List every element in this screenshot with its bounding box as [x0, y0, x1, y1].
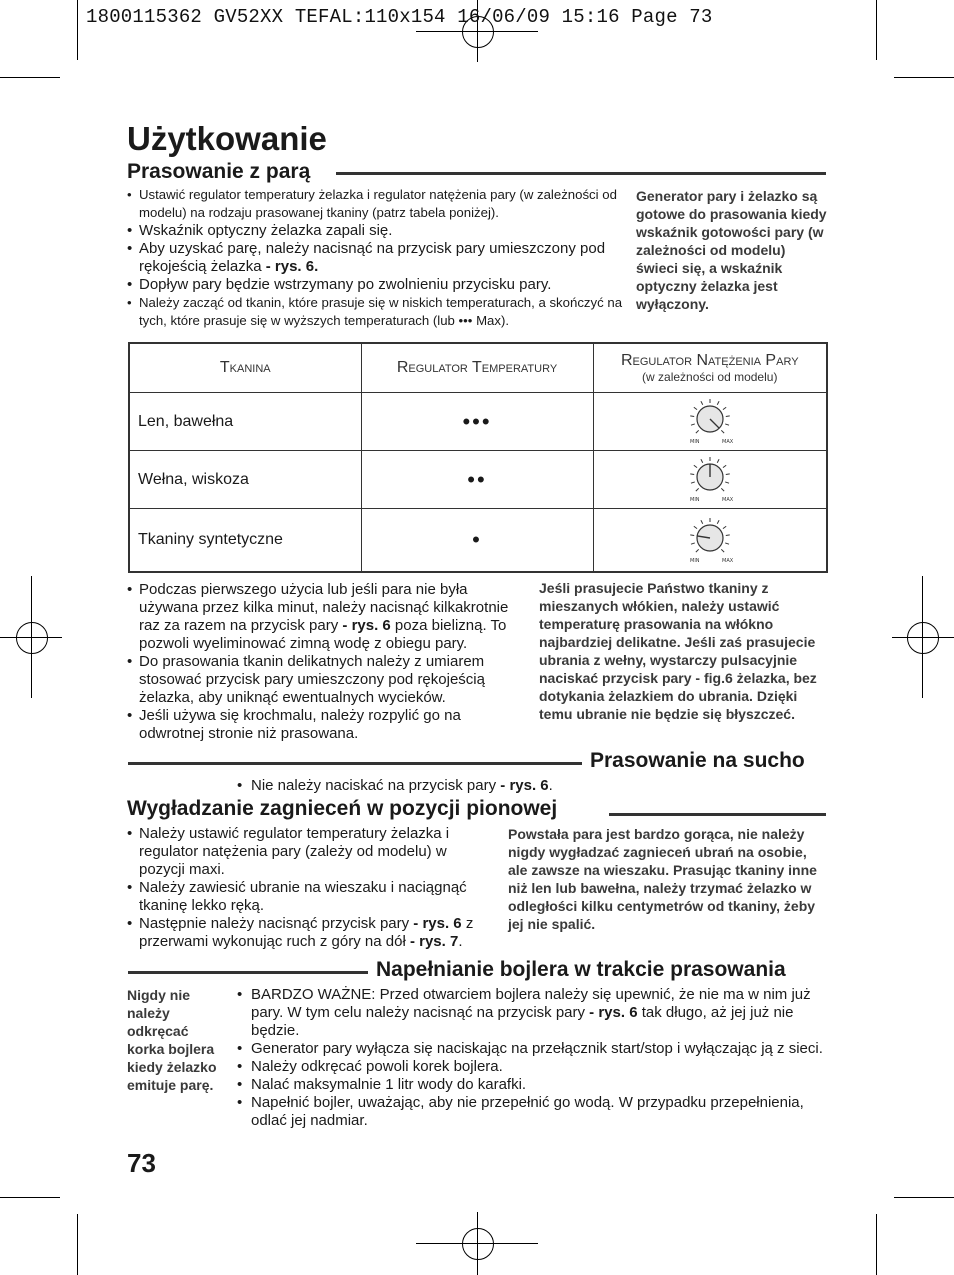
dial-tick — [721, 549, 724, 552]
dial-tick — [691, 482, 695, 483]
crop-mark-top-right-v — [876, 0, 877, 60]
page-number: 73 — [127, 1148, 156, 1178]
dial-tick — [717, 520, 719, 524]
column-header-steam — [593, 343, 827, 393]
list-item: • Należy zawiesić ubranie na wieszaku i naciągnąć tkaninę lekko ręką. — [127, 879, 491, 915]
dial-tick — [721, 430, 724, 433]
steam-dial-cell — [593, 451, 827, 509]
side-note-hot-steam: Powstała para jest bardzo gorąca, nie należy nigdy wygładzać zagnieceń ubrań na osobie, ale zawsze na wieszaku. Prasując tkaniny inne niż len lub bawełna, należy trzymać żelazko w odległości kilku centymetrów od tkaniny, żeby jej nie spalić. — [508, 826, 817, 932]
dial-tick — [694, 466, 697, 468]
dial-tick — [690, 535, 694, 536]
dial-tick — [691, 543, 695, 544]
section-heading-vertical-steaming: Wygładzanie zagnieceń w pozycji pionowej — [127, 797, 558, 820]
dial-tick — [726, 416, 730, 417]
steam-ironing-list — [127, 186, 631, 330]
section-rule-steam-ironing — [336, 172, 826, 175]
dial-tick — [723, 407, 726, 409]
list-item: • Należy odkręcać powoli korek bojlera. — [237, 1058, 827, 1076]
side-note-boiler-cap: Nigdy nie należy odkręcać korka bojlera kiedy żelazko emituje parę. — [127, 987, 217, 1093]
list-item: • Jeśli używa się krochmalu, należy rozpylić go na odwrotnej stronie niż prasowana. — [127, 707, 527, 743]
list-item: • Generator pary wyłącza się naciskając na przełącznik start/stop i wyłączając ją z sieci. — [237, 1040, 827, 1058]
list-item: • Do prasowania tkanin delikatnych należy z umiarem stosować przycisk pary umieszczony pod rękojeścią żelazka, aby uniknąć ewentualnych wycieków. — [127, 653, 527, 707]
list-item: • Nalać maksymalnie 1 litr wody do karafki. — [237, 1076, 827, 1094]
section-rule-vertical-steaming — [609, 813, 826, 816]
page-title: Użytkowanie — [127, 120, 327, 157]
column-header-fabric: Tkanina — [129, 343, 361, 393]
dial-tick — [690, 474, 694, 475]
steam-tips-list — [127, 581, 527, 743]
steam-dial-icon — [680, 512, 740, 564]
fabric-name: Wełna, wiskoza — [129, 451, 361, 509]
dial-max-label: MAX — [721, 557, 733, 564]
dial-tick — [726, 474, 730, 475]
section-heading-boiler-refill: Napełnianie bojlera w trakcie prasowania — [376, 958, 786, 981]
fabric-name: Tkaniny syntetyczne — [129, 509, 361, 572]
crop-mark-bottom-right-h — [894, 1197, 954, 1198]
section-heading-dry-ironing: Prasowanie na sucho — [590, 749, 805, 772]
figure-reference: - rys. 6 — [496, 777, 549, 794]
list-item: • Należy zacząć od tkanin, które prasuje się w niskich temperaturach, a skończyć na tych, które prasuje się w wyższych temperaturach (lub ••• Max). — [127, 294, 631, 330]
section-rule-boiler-refill — [128, 971, 368, 974]
dial-tick — [717, 401, 719, 405]
table-row — [129, 509, 827, 572]
section-heading-steam-ironing: Prasowanie z parą — [127, 160, 311, 183]
section-rule-dry-ironing — [128, 762, 582, 765]
dial-max-label: MAX — [721, 497, 733, 504]
dial-tick — [701, 459, 703, 463]
dial-tick — [717, 459, 719, 463]
steam-dial-cell — [593, 509, 827, 572]
list-item: • Wskaźnik optyczny żelazka zapali się. — [127, 222, 631, 240]
crop-mark-bottom-left-v — [77, 1214, 78, 1275]
dial-tick — [725, 543, 729, 544]
dial-tick — [696, 549, 699, 552]
dial-tick — [725, 424, 729, 425]
figure-reference: - rys. 6 — [338, 617, 391, 634]
fabric-settings-table — [128, 342, 828, 573]
dial-tick — [694, 407, 697, 409]
list-item: • Aby uzyskać parę, należy nacisnąć na przycisk pary umieszczony pod rękojeścią żelazka - rys. 6. — [127, 240, 631, 276]
dial-tick — [726, 535, 730, 536]
dial-tick — [696, 430, 699, 433]
dial-tick — [691, 424, 695, 425]
steam-dial-icon — [680, 393, 740, 445]
temperature-dots: • — [361, 509, 593, 572]
list-item: • Dopływ pary będzie wstrzymany po zwolnieniu przycisku pary. — [127, 276, 631, 294]
dial-tick — [696, 489, 699, 492]
dial-tick — [725, 482, 729, 483]
column-header-steam-label: Regulator Natężenia Pary — [620, 352, 799, 370]
dial-tick — [701, 401, 703, 405]
dial-min-label: MIN — [689, 497, 700, 504]
dial-max-label: MAX — [721, 439, 733, 446]
list-item: • Nie należy naciskać na przycisk pary - rys. 6. — [237, 777, 757, 795]
dial-tick — [690, 416, 694, 417]
column-header-temperature: Regulator Temperatury — [361, 343, 593, 393]
list-item: • Ustawić regulator temperatury żelazka i regulator natężenia pary (w zależności od modelu) na rodzaju prasowanej tkaniny (patrz tabela poniżej). — [127, 186, 631, 222]
dial-tick — [694, 526, 697, 528]
list-item: • Podczas pierwszego użycia lub jeśli para nie była używana przez kilka minut, należy nacisnąć kilkakrotnie raz za razem na przycisk pary - rys. 6 poza bielizną. To pozwoli wyeliminować zimną wodę z obiegu pary. — [127, 581, 527, 653]
fabric-name: Len, bawełna — [129, 393, 361, 451]
steam-dial-cell — [593, 393, 827, 451]
crop-mark-bottom-right-v — [876, 1214, 877, 1275]
steam-dial-icon — [680, 451, 740, 503]
list-item: • BARDZO WAŻNE: Przed otwarciem bojlera należy się upewnić, że nie ma w nim już pary. W tym celu należy nacisnąć na przycisk pary - rys. 6 tak długo, aż jej już nie będzie. — [237, 986, 827, 1040]
dial-min-label: MIN — [689, 557, 700, 564]
side-note-mixed-fabrics: Jeśli prasujecie Państwo tkaniny z mieszanych włókien, należy ustawić temperaturę prasowania na włókno najbardziej delikatne. Jeśli zaś prasujecie ubrania z wełny, wystarczy pulsacyjnie naciskać przycisk pary - fig.6 żelazka, bez dotykania żelazkiem do ubrania. Dzięki temu ubranie nie będzie się błyszczeć. — [539, 580, 817, 722]
crop-mark-bottom-left-h — [0, 1197, 60, 1198]
list-item: • Należy ustawić regulator temperatury żelazka i regulator natężenia pary (zależy od modelu) w pozycji maxi. — [127, 825, 491, 879]
dial-tick — [721, 489, 724, 492]
crop-mark-top-right-h — [894, 77, 954, 78]
print-slug: 1800115362 GV52XX TEFAL:110x154 16/06/09 15:16 Page 73 — [86, 6, 713, 28]
temperature-dots: ••• — [361, 393, 593, 451]
vertical-steaming-list — [127, 825, 491, 951]
figure-reference: - rys. 6 — [585, 1004, 638, 1021]
crop-mark-top-left-v — [77, 0, 78, 60]
figure-reference: - rys. 6. — [261, 258, 319, 275]
list-item: • Napełnić bojler, uważając, aby nie przepełnić go wodą. W przypadku przepełnienia, odlać jej nadmiar. — [237, 1094, 827, 1130]
figure-reference: - rys. 7 — [405, 933, 459, 950]
table-row — [129, 451, 827, 509]
dry-ironing-list — [237, 777, 757, 795]
dial-tick — [723, 526, 726, 528]
dial-tick — [723, 466, 726, 468]
crop-mark-top-left-h — [0, 77, 60, 78]
list-item: • Następnie należy nacisnąć przycisk pary - rys. 6 z przerwami wykonując ruch z góry na dół - rys. 7. — [127, 915, 491, 951]
temperature-dots: •• — [361, 451, 593, 509]
dial-tick — [701, 520, 703, 524]
column-header-steam-sub: (w zależności od modelu) — [642, 370, 778, 385]
boiler-refill-list — [237, 986, 827, 1130]
side-note-steam-ready: Generator pary i żelazko są gotowe do prasowania kiedy wskaźnik gotowości pary (w zależności od modelu) świeci się, a wskaźnik optyczny żelazka jest wyłączony. — [636, 188, 827, 312]
table-row — [129, 393, 827, 451]
figure-reference: - rys. 6 — [409, 915, 462, 932]
table-header-row — [129, 343, 827, 393]
dial-min-label: MIN — [689, 439, 700, 446]
